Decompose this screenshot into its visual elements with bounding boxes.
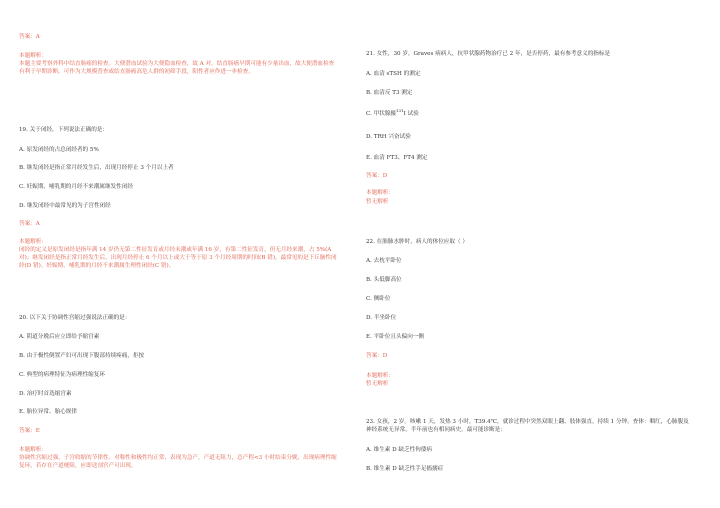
q21-option-c-superscript: 131 [396, 108, 404, 114]
q22-stem: 22. 在胎肺水肿时，病人的体位应取（ ） [366, 239, 468, 245]
q20-option-d: D. 治疗时首选缩宫素 [19, 391, 72, 397]
q19-explanation-text: 闭经的定义是原发闭经是指年满 14 岁仍无第二性征发育或月经未潮或年满 16 岁，有第二性征发育，但无月经来潮，占 5%(A 对)；继发闭经是指正常月经发生后，出现月经停止 6 个月以上或大于等于原 3 个月经周期的时间(B 错)，最常见的是下丘脑性闭经(D 错)。妊娠期、哺乳期的月经不来潮属生理性闭经(C 错)。 [19, 247, 337, 270]
q20-stem: 20. 以下关于协调性宫缩过强说法正确的是： [19, 315, 131, 321]
q19-explanation-title: 本题解析： [19, 239, 47, 245]
q20-option-c: C. 典型的病理特征为病理性缩复环 [19, 372, 105, 378]
q22-option-e: E. 平卧位且头偏向一侧 [366, 334, 424, 340]
q19-answer: 答案：A [19, 221, 40, 227]
q20-option-e: E. 胎位异常、胎心规律 [19, 409, 77, 415]
q21-answer: 答案：D [366, 173, 388, 179]
q20-explanation-title: 本题解析： [19, 447, 47, 453]
q19-option-d: D. 继发闭经中最常见的为子宫性闭经 [19, 203, 111, 209]
q21-option-d: D. TRH 兴奋试验 [366, 134, 411, 140]
q23-option-b: B. 维生素 D 缺乏性手足搐搦症 [366, 466, 444, 472]
q19-stem: 19. 关于闭经，下列说法正确的是： [19, 127, 108, 133]
q23-stem: 23. 女孩，2 岁。咳嗽 1 天，发热 3 小时，T39.4℃，就诊过程中突然双眼上翻、肢体强直，持续 1 分钟。查体：咽红，心肺腹及神经系统无异常，半年前也有相同病史。最可能诊断是： [366, 419, 689, 434]
q21-option-b: B. 血清反 T3 测定 [366, 90, 413, 96]
q22-explanation-text: 暂无解析 [366, 381, 389, 387]
q19-option-b: B. 继发闭经是指正常月经发生后，出现月经停止 3 个月以上者 [19, 165, 174, 171]
q19-option-c: C. 妊娠期、哺乳期的月经不来潮属继发性闭经 [19, 184, 133, 190]
q20-explanation-text: 协调性宫缩过强，子宫收缩的节律性、对称性和极性均正常，表现为急产，产道无阻力，总产程<3 小时结束分娩，出现病理性缩复环，若存在产道梗阻，应即送剖宫产可出现。 [19, 455, 337, 470]
q22-explanation-title: 本题解析： [366, 373, 394, 379]
q19-option-a: A. 原发闭经的占总闭经者的 5% [19, 147, 99, 153]
q23-option-a: A. 维生素 D 缺乏性佝偻病 [366, 447, 432, 453]
q20-answer: 答案：E [19, 428, 40, 434]
q21-option-c [366, 110, 696, 118]
q20-option-a: A. 阴道分娩后应立即给予缩宫素 [19, 334, 100, 340]
q21-explanation-title: 本题解析： [366, 190, 394, 196]
q20-option-b: B. 由于极性倒置产妇可出现下腹部持续疼痛，拒按 [19, 353, 145, 359]
q22-option-d: D. 半坐卧位 [366, 315, 397, 321]
q22-option-c: C. 侧卧位 [366, 296, 391, 302]
q22-option-b: B. 头低脚高位 [366, 277, 402, 283]
q21-option-c-text-before: C. 甲状腺摄 [366, 111, 397, 117]
q21-option-c-text-after: I 试验 [403, 111, 419, 117]
top-explanation-text: 本题主要考察外科中结直肠癌的检查。大便潜血试验为大便隐血检查，故 A 对。结直肠癌早期可能有少量出血，故大便潜血检查有利于早期诊断。可作为大规模普查或结直肠癌高危人群的初筛手段，阳性者应作进一步检查。 [19, 61, 335, 76]
q21-explanation-text: 暂无解析 [366, 199, 389, 205]
q21-option-e: E. 血清 FT3、FT4 测定 [366, 155, 428, 161]
q22-answer: 答案：D [366, 353, 388, 359]
q22-option-a: A. 去枕平卧位 [366, 258, 402, 264]
top-answer: 答案：A [19, 34, 40, 40]
q21-option-a: A. 血清 sTSH 的测定 [366, 71, 421, 77]
q21-stem: 21. 女性，30 岁，Graves 病病人，抗甲状腺药物治疗已 2 年，是否停药，最有参考意义的指标是 [366, 51, 611, 57]
top-explanation-title: 本题解析： [19, 53, 47, 59]
